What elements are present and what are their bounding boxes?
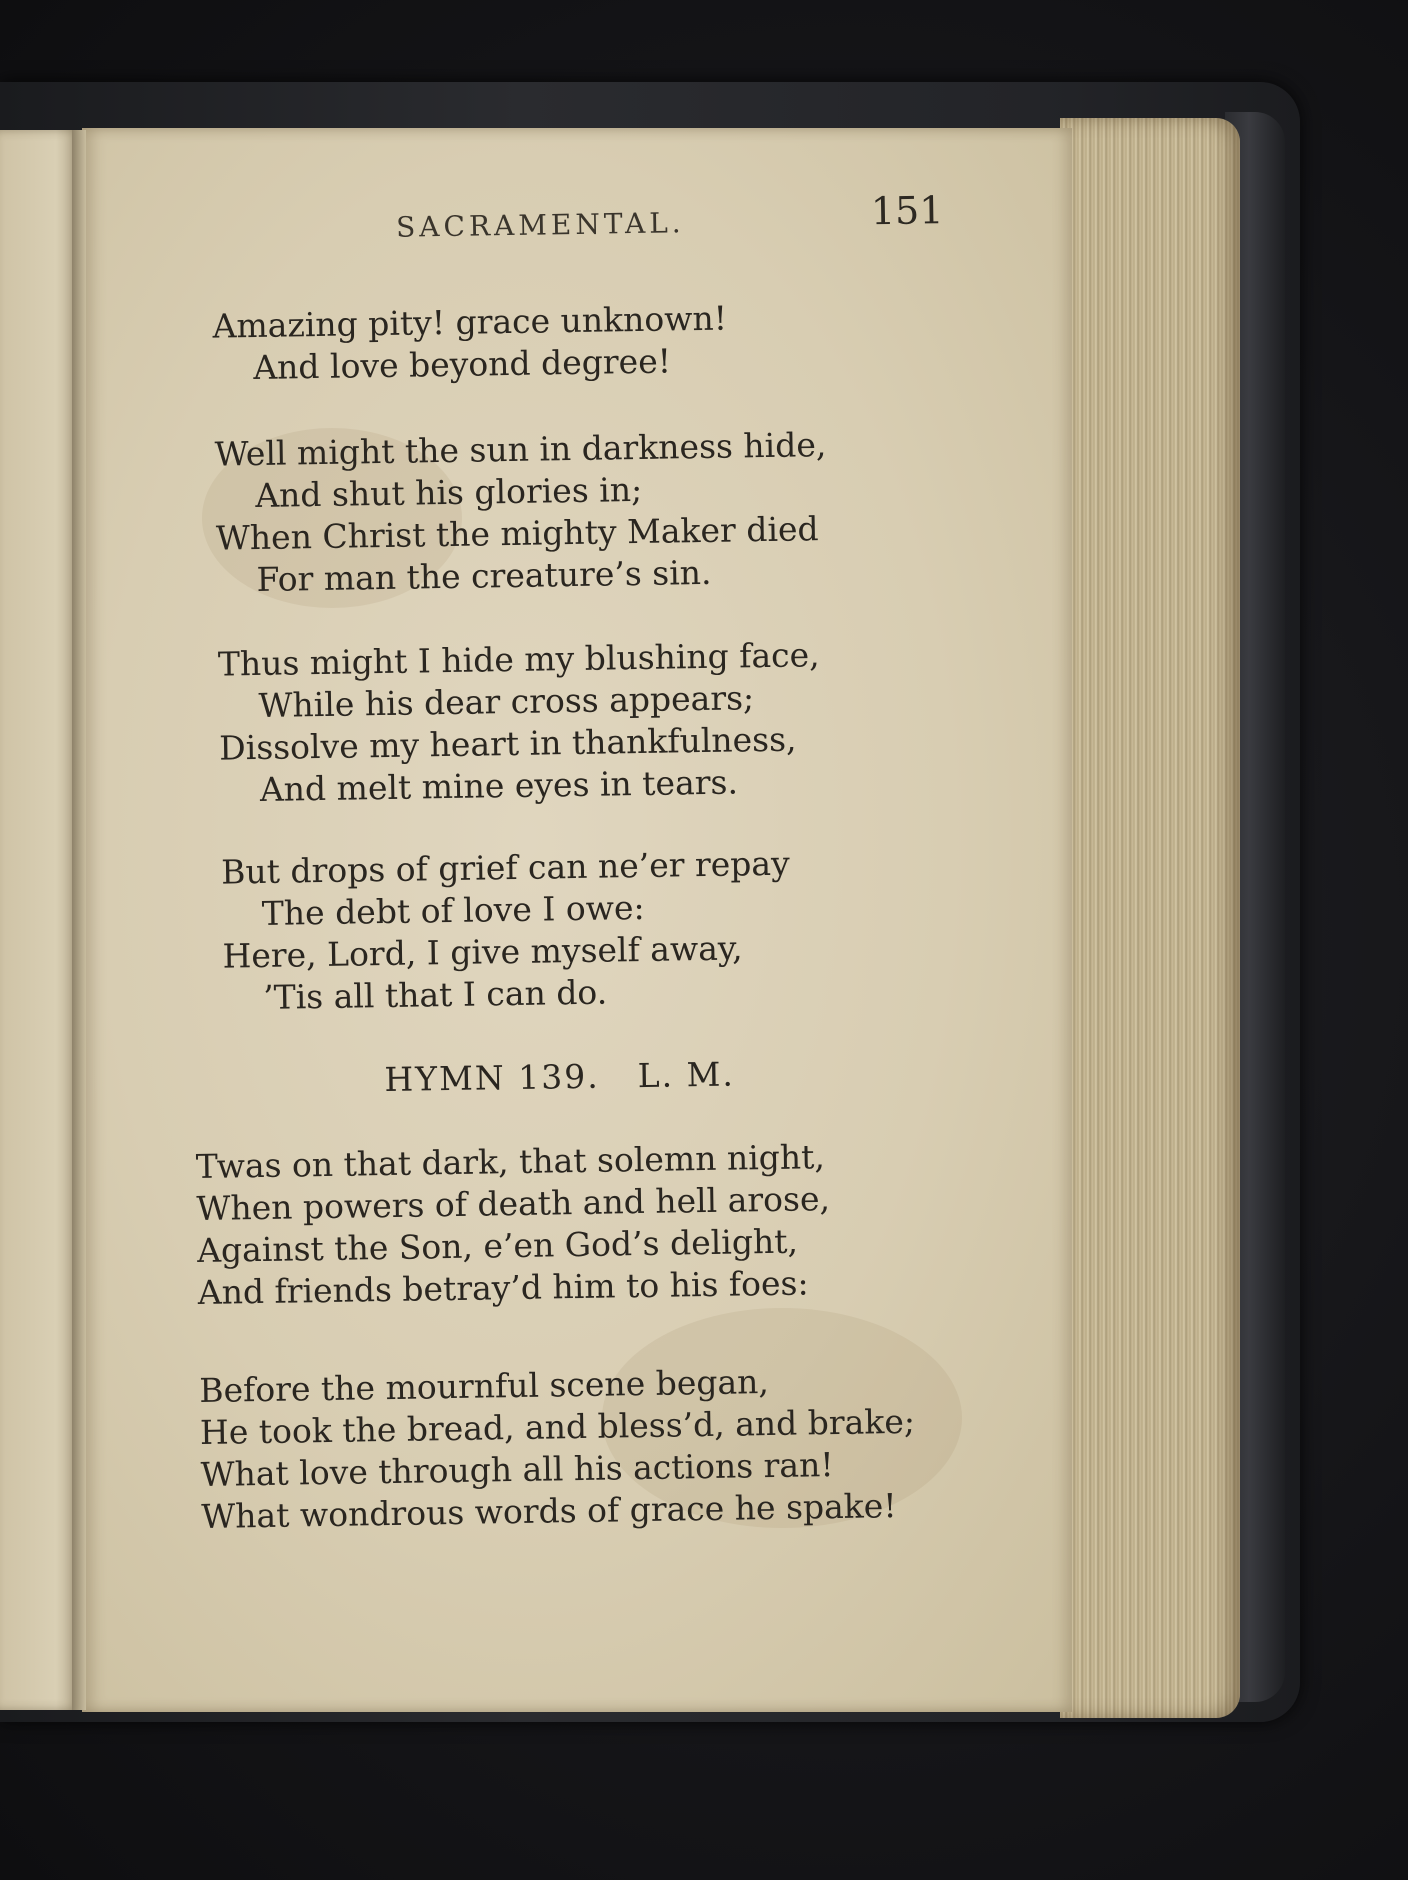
verse-line: And melt mine eyes in tears. bbox=[259, 762, 739, 809]
stanza bbox=[218, 634, 822, 811]
verse-line: The debt of love I owe: bbox=[261, 887, 645, 933]
hymn-number: HYMN 139. bbox=[384, 1056, 600, 1100]
stanza bbox=[196, 1136, 832, 1314]
verse-line: Amazing pity! grace unknown! bbox=[212, 298, 728, 346]
verse-line: When powers of death and hell arose, bbox=[196, 1179, 831, 1229]
verse-line: But drops of grief can ne’er repay bbox=[220, 843, 790, 892]
verse-line: Well might the sun in darkness hide, bbox=[214, 425, 827, 474]
verse-line: Against the Son, e’en God’s delight, bbox=[196, 1221, 799, 1271]
verse-line: While his dear cross appears; bbox=[258, 678, 755, 725]
verse-line: What love through all his actions ran! bbox=[200, 1445, 834, 1494]
stanza bbox=[214, 424, 828, 602]
hymn-meter: L. M. bbox=[637, 1054, 736, 1096]
page-text-block bbox=[70, 120, 1085, 1719]
running-head: SACRAMENTAL. bbox=[395, 206, 685, 244]
verse-line: Twas on that dark, that solemn night, bbox=[195, 1137, 826, 1187]
stanza bbox=[221, 843, 792, 1020]
verse-line: And friends betray’d him to his foes: bbox=[197, 1263, 809, 1312]
page-block-edges bbox=[1060, 118, 1240, 1718]
verse-line: Thus might I hide my blushing face, bbox=[217, 635, 820, 684]
hymn-heading bbox=[384, 1055, 735, 1099]
verse-line: And shut his glories in; bbox=[254, 469, 643, 515]
stanza bbox=[199, 1359, 917, 1538]
verse-line: When Christ the mighty Maker died bbox=[215, 509, 819, 558]
page-gutter bbox=[72, 130, 86, 1710]
verse-line: Before the mournful scene began, bbox=[199, 1362, 770, 1410]
stanza bbox=[212, 298, 728, 390]
verse-line: And love beyond degree! bbox=[252, 341, 672, 388]
verse-line: Dissolve my heart in thankfulness, bbox=[218, 719, 797, 768]
verse-line: Here, Lord, I give myself away, bbox=[222, 928, 743, 976]
verse-line: For man the creature’s sin. bbox=[256, 552, 712, 599]
book-page bbox=[82, 128, 1072, 1712]
verse-line: He took the bread, and bless’d, and brake; bbox=[199, 1401, 916, 1452]
page-number: 151 bbox=[870, 188, 944, 234]
verse-line: ’Tis all that I can do. bbox=[262, 972, 608, 1017]
facing-page-edge bbox=[0, 130, 80, 1710]
verse-line: What wondrous words of grace he spake! bbox=[201, 1486, 897, 1536]
